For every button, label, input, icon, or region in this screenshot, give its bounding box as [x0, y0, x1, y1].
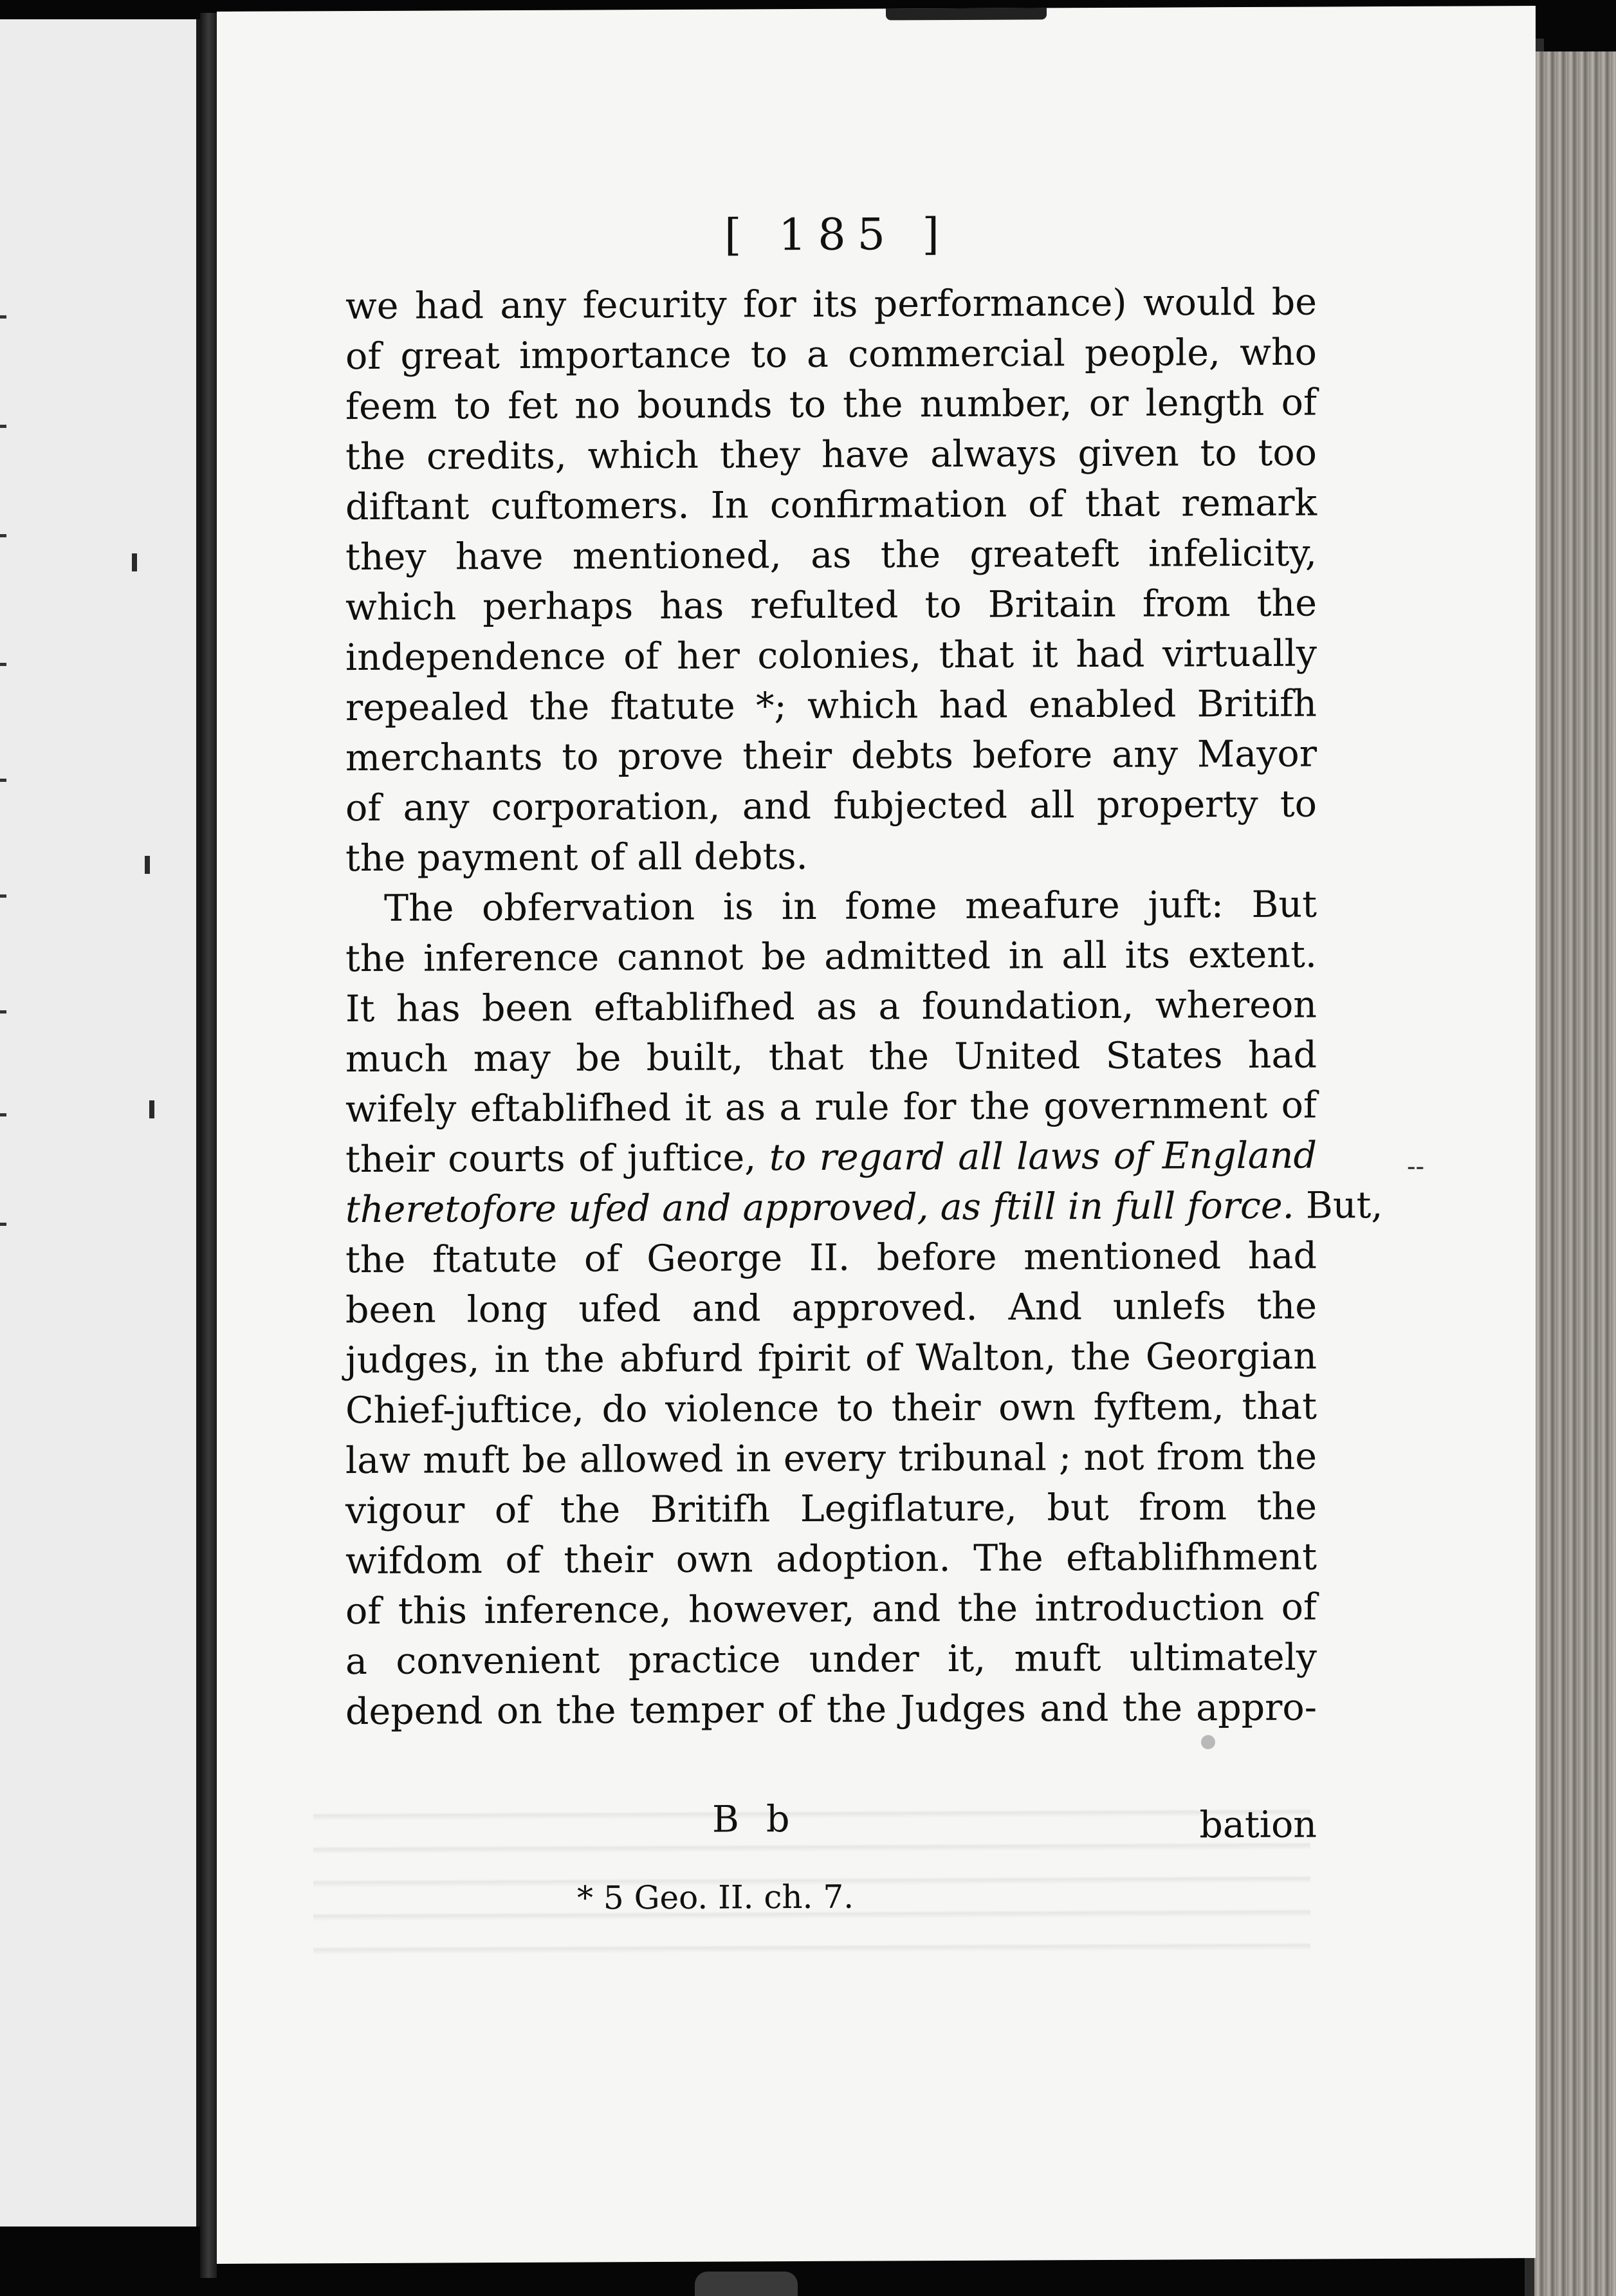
book-fore-edge — [1534, 51, 1616, 2296]
text-line: vigour of the Britifh Legiflature, but from the — [345, 1485, 1317, 1533]
binding-gutter — [200, 13, 217, 2278]
text-line: which perhaps has refulted to Britain from the — [345, 582, 1317, 629]
text-line: we had any fecurity for its performance) would be — [345, 281, 1317, 328]
margin-mark — [132, 553, 137, 571]
text-line: wifely eftablifhed it as a rule for the government of — [345, 1084, 1317, 1131]
text-line: feem to fet no bounds to the number, or length of — [345, 381, 1317, 429]
text-line-mixed — [345, 1181, 1383, 1236]
scan-artifact — [695, 2272, 798, 2296]
body-text — [345, 277, 1383, 1737]
text-line: of any corporation, and fubjected all property to — [345, 782, 1317, 830]
italic-text: theretofore ufed and approved, as ftill in full force. — [345, 1184, 1294, 1232]
footnote: * 5 Geo. II. ch. 7. — [577, 1878, 854, 1917]
catchword: bation — [1199, 1803, 1317, 1847]
text-line: the ftatute of George II. before mentioned had — [345, 1234, 1317, 1282]
edge-tick — [0, 1010, 6, 1014]
facing-page-fragment — [0, 19, 200, 2227]
edge-tick — [0, 1113, 6, 1116]
paper-speck — [1201, 1735, 1215, 1749]
text-line: of great importance to a commercial people, who — [345, 331, 1317, 378]
edge-tick — [0, 425, 6, 428]
text-line: been long ufed and approved. And unlefs the — [345, 1284, 1317, 1332]
page-number: [ 185 ] — [724, 209, 951, 261]
text-line: wifdom of their own adoption. The eftablifhment — [345, 1535, 1317, 1583]
margin-mark — [145, 856, 150, 874]
text-line: depend on the temper of the Judges and the appro- — [345, 1686, 1317, 1734]
text-line: they have mentioned, as the greateft infelicity, — [345, 532, 1317, 579]
roman-text: their courts of juftice, — [345, 1136, 757, 1181]
text-line: law muft be allowed in every tribunal ; not from the — [345, 1435, 1317, 1483]
text-line: judges, in the abfurd fpirit of Walton, the Georgian — [345, 1335, 1317, 1382]
text-line: repealed the ftatute *; which had enabled Britifh — [345, 682, 1317, 730]
roman-text: But, — [1305, 1184, 1383, 1227]
text-line: Chief-juftice, do violence to their own fyftem, that — [345, 1385, 1317, 1432]
signature-row — [345, 1796, 1317, 1852]
paragraph-start-line: The obfervation is in fome meafure juft: But — [384, 883, 1317, 930]
scan-artifact — [886, 8, 1047, 20]
printed-page — [217, 6, 1536, 2264]
paragraph-end-line: the payment of all debts. — [345, 835, 808, 880]
italic-text: to regard all laws of England — [769, 1134, 1317, 1180]
text-line: the inference cannot be admitted in all its extent. — [345, 933, 1317, 981]
text-line-mixed — [345, 1131, 1317, 1185]
text-line: much may be built, that the United States had — [345, 1033, 1317, 1081]
edge-tick — [0, 315, 6, 319]
text-line: of this inference, however, and the introduction of — [345, 1586, 1317, 1633]
text-line: a convenient practice under it, muft ultimately — [345, 1636, 1317, 1683]
text-line: It has been eftablifhed as a foundation, whereon — [345, 983, 1317, 1031]
edge-tick — [0, 894, 6, 898]
edge-tick — [0, 779, 6, 782]
text-line: diftant cuftomers. In confirmation of that remark — [345, 481, 1317, 529]
text-line: merchants to prove their debts before any Mayor — [345, 732, 1317, 780]
edge-tick — [0, 534, 6, 537]
edge-tick — [0, 1223, 6, 1226]
signature-mark: B b — [712, 1798, 798, 1841]
edge-tick — [0, 663, 6, 666]
margin-mark: -- — [1407, 1151, 1425, 1181]
text-line: the credits, which they have always given to too — [345, 431, 1317, 479]
text-line: independence of her colonies, that it had virtually — [345, 632, 1317, 680]
margin-mark — [149, 1100, 154, 1118]
